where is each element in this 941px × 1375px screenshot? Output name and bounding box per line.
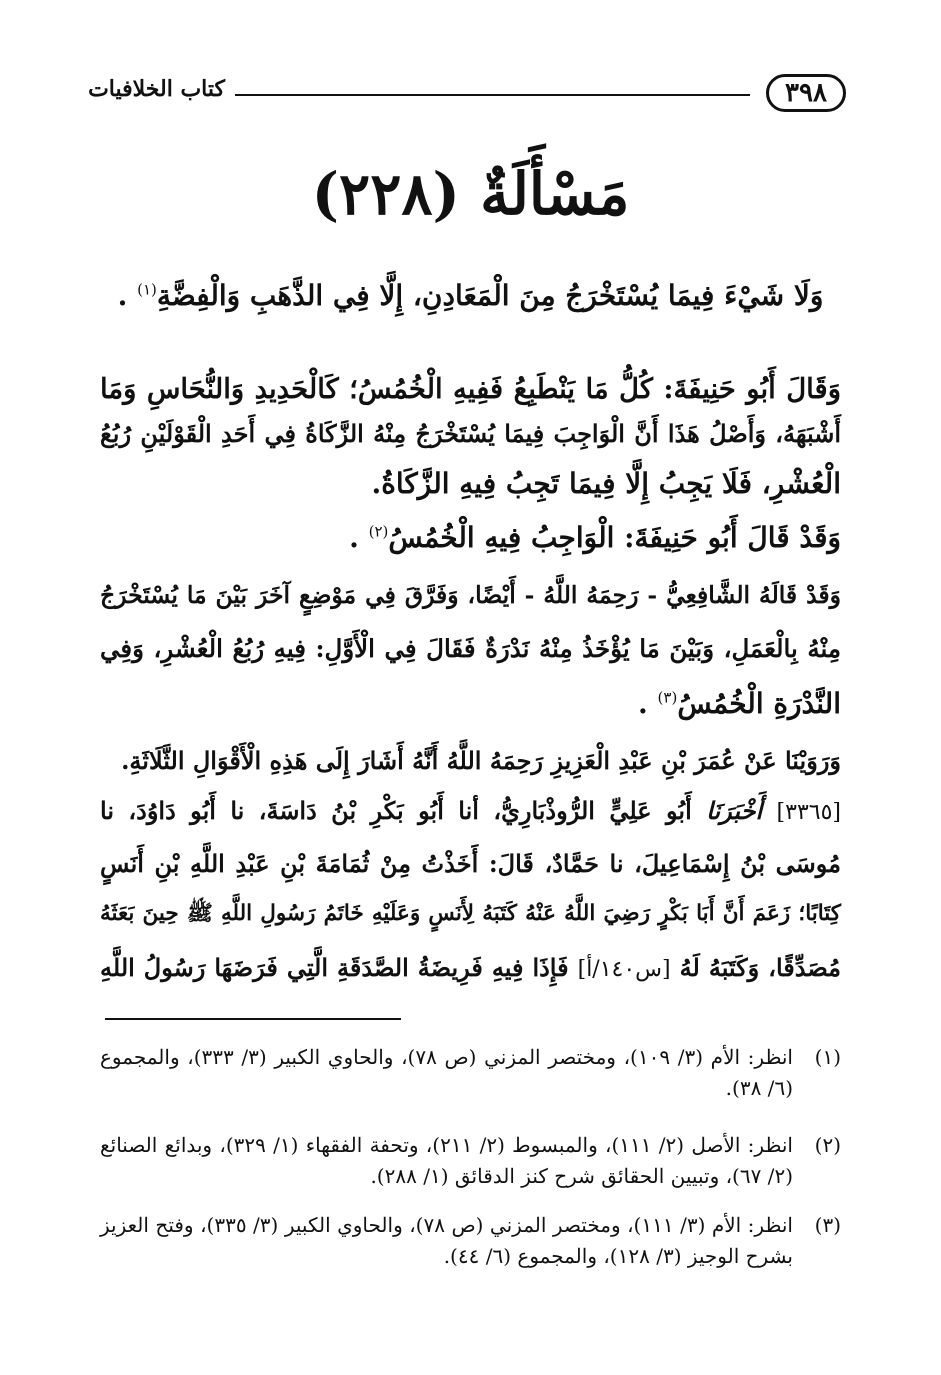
running-header <box>88 70 846 120</box>
book-title: كتاب الخلافيات <box>88 76 225 102</box>
issue-text: وَلَا شَيْءَ فِيمَا يُسْتَخْرَجُ مِنَ الْمَعَادِنِ، إِلَّا فِي الذَّهَبِ وَالْفِضَّةِ <box>156 279 824 312</box>
footnote <box>100 1130 841 1192</box>
hadith-line <box>100 795 841 828</box>
akhbarana-label: أَخْبَرَنَا <box>706 796 763 825</box>
footnote-marker: (١) <box>137 280 157 299</box>
text-line: النَّدْرَةِ الْخُمُسُ$^{(٣)}$ . <box>638 687 841 720</box>
footnote-marker: (٣) <box>657 688 678 707</box>
footnote <box>100 1210 841 1272</box>
text-segment: فَإِذَا فِيهِ فَرِيضَةُ الصَّدَقَةِ الَّتِي فَرَضَهَا رَسُولُ اللَّهِ <box>100 953 569 982</box>
text-line: وَقَدْ قَالَ أَبُو حَنِيفَةَ: الْوَاجِبُ فِيهِ الْخُمُسُ$^{(٢)}$ . <box>349 521 841 554</box>
text-segment: وَقَدْ قَالَ أَبُو حَنِيفَةَ: الْوَاجِبُ فِيهِ الْخُمُسُ <box>388 521 841 554</box>
text-line: مُوسَى بْنُ إِسْمَاعِيلَ، نا حَمَّادٌ، قَالَ: أَخَذْتُ مِنْ ثُمَامَةَ بْنِ عَبْدِ اللَّهِ بْنِ أَنَسٍ <box>100 849 841 878</box>
issue-statement: وَلَا شَيْءَ فِيمَا يُسْتَخْرَجُ مِنَ الْمَعَادِنِ، إِلَّا فِي الذَّهَبِ وَالْفِضَّةِ$^{(١)}$ . <box>117 279 824 312</box>
text-line: وَقَالَ أَبُو حَنِيفَةَ: كُلُّ مَا يَنْطَبِعُ فَفِيهِ الْخُمُسُ؛ كَالْحَدِيدِ وَالنُّحَاسِ وَمَا <box>100 373 841 405</box>
text-line: الْعُشْرِ، فَلَا يَجِبُ إِلَّا فِيمَا تَجِبُ فِيهِ الزَّكَاةُ. <box>371 467 841 500</box>
footnote-text: انظر: الأم (٣/ ١٠٩)، ومختصر المزني (ص ٧٨)، والحاوي الكبير (٣/ ٣٣٣)، والمجموع (٦/ ٣٨). <box>100 1045 793 1100</box>
text-line: وَرَوَيْنَا عَنْ عُمَرَ بْنِ عَبْدِ الْعَزِيزِ رَحِمَهُ اللَّهُ أَنَّهُ أَشَارَ إِلَى هَذِهِ الْأَقْوَالِ الثَّلَاثَةِ. <box>121 746 841 775</box>
text-line: كِتَابًا؛ زَعَمَ أَنَّ أَبَا بَكْرٍ رَضِيَ اللَّهُ عَنْهُ كَتَبَهُ لِأَنَسٍ وَعَلَيْهِ خَاتَمُ رَسُولِ اللَّهِ ﷺ حِينَ بَعَثَهُ <box>100 901 841 926</box>
text-line <box>100 952 841 985</box>
footnote-text: انظر: الأم (٣/ ١١١)، ومختصر المزني (ص ٧٨)، والحاوي الكبير (٣/ ٣٣٥)، وفتح العزيز بشرح الوجيز (٣/ ١٢٨)، والمجموع (٦/ ٤٤). <box>100 1213 793 1268</box>
chapter-title: مَسْأَلَةٌ (٢٢٨) <box>311 160 630 228</box>
footnote-label: (١) <box>814 1045 841 1069</box>
text-segment: أَبُو عَلِيٍّ الرُّوذْبَارِيُّ، أنا أَبُو بَكْرِ بْنُ دَاسَةَ، نا أَبُو دَاوُدَ، نا <box>100 796 692 825</box>
footnote-text: انظر: الأصل (٢/ ١١١)، والمبسوط (٢/ ٢١١)، وتحفة الفقهاء (١/ ٣٢٩)، وبدائع الصنائع (٢/ ٦٧)، وتبيين الحقائق شرح كنز الدقائق (١/ ٢٨٨). <box>100 1133 793 1188</box>
text-line: أَشْبَهَهُ، وَأَصْلُ هَذَا أَنَّ الْوَاجِبَ فِيمَا يُسْتَخْرَجُ مِنْهُ الزَّكَاةُ فِي أَحَدِ الْقَوْلَيْنِ رُبُعُ <box>100 419 841 448</box>
footnote-marker: (٢) <box>368 522 389 541</box>
text-line: مِنْهُ بِالْعَمَلِ، وَبَيْنَ مَا يُؤْخَذُ مِنْهُ نَدْرَةٌ فَقَالَ فِي الْأَوَّلِ: فِيهِ رُبُعُ الْعُشْرِ، وَفِي <box>100 634 841 663</box>
hadith-number: [٣٣٦٥] <box>776 800 841 825</box>
page-number: ٣٩٨ <box>766 74 846 112</box>
manuscript-ref: [س١٤٠/أ] <box>577 957 671 982</box>
text-segment: النَّدْرَةِ الْخُمُسُ <box>677 687 841 720</box>
header-rule <box>235 94 750 96</box>
footnote-rule <box>105 1018 401 1020</box>
text-line: وَقَدْ قَالَهُ الشَّافِعِيُّ - رَحِمَهُ اللَّهُ - أَيْضًا، وَفَرَّقَ فِي مَوْضِعٍ آخَرَ بَيْنَ مَا يُسْتَخْرَجُ <box>100 581 841 609</box>
text-segment: مُصَدِّقًا، وَكَتَبَهُ لَهُ <box>679 953 841 982</box>
footnote-label: (٣) <box>814 1213 841 1237</box>
footnote <box>100 1042 841 1104</box>
footnote-label: (٢) <box>814 1133 841 1157</box>
